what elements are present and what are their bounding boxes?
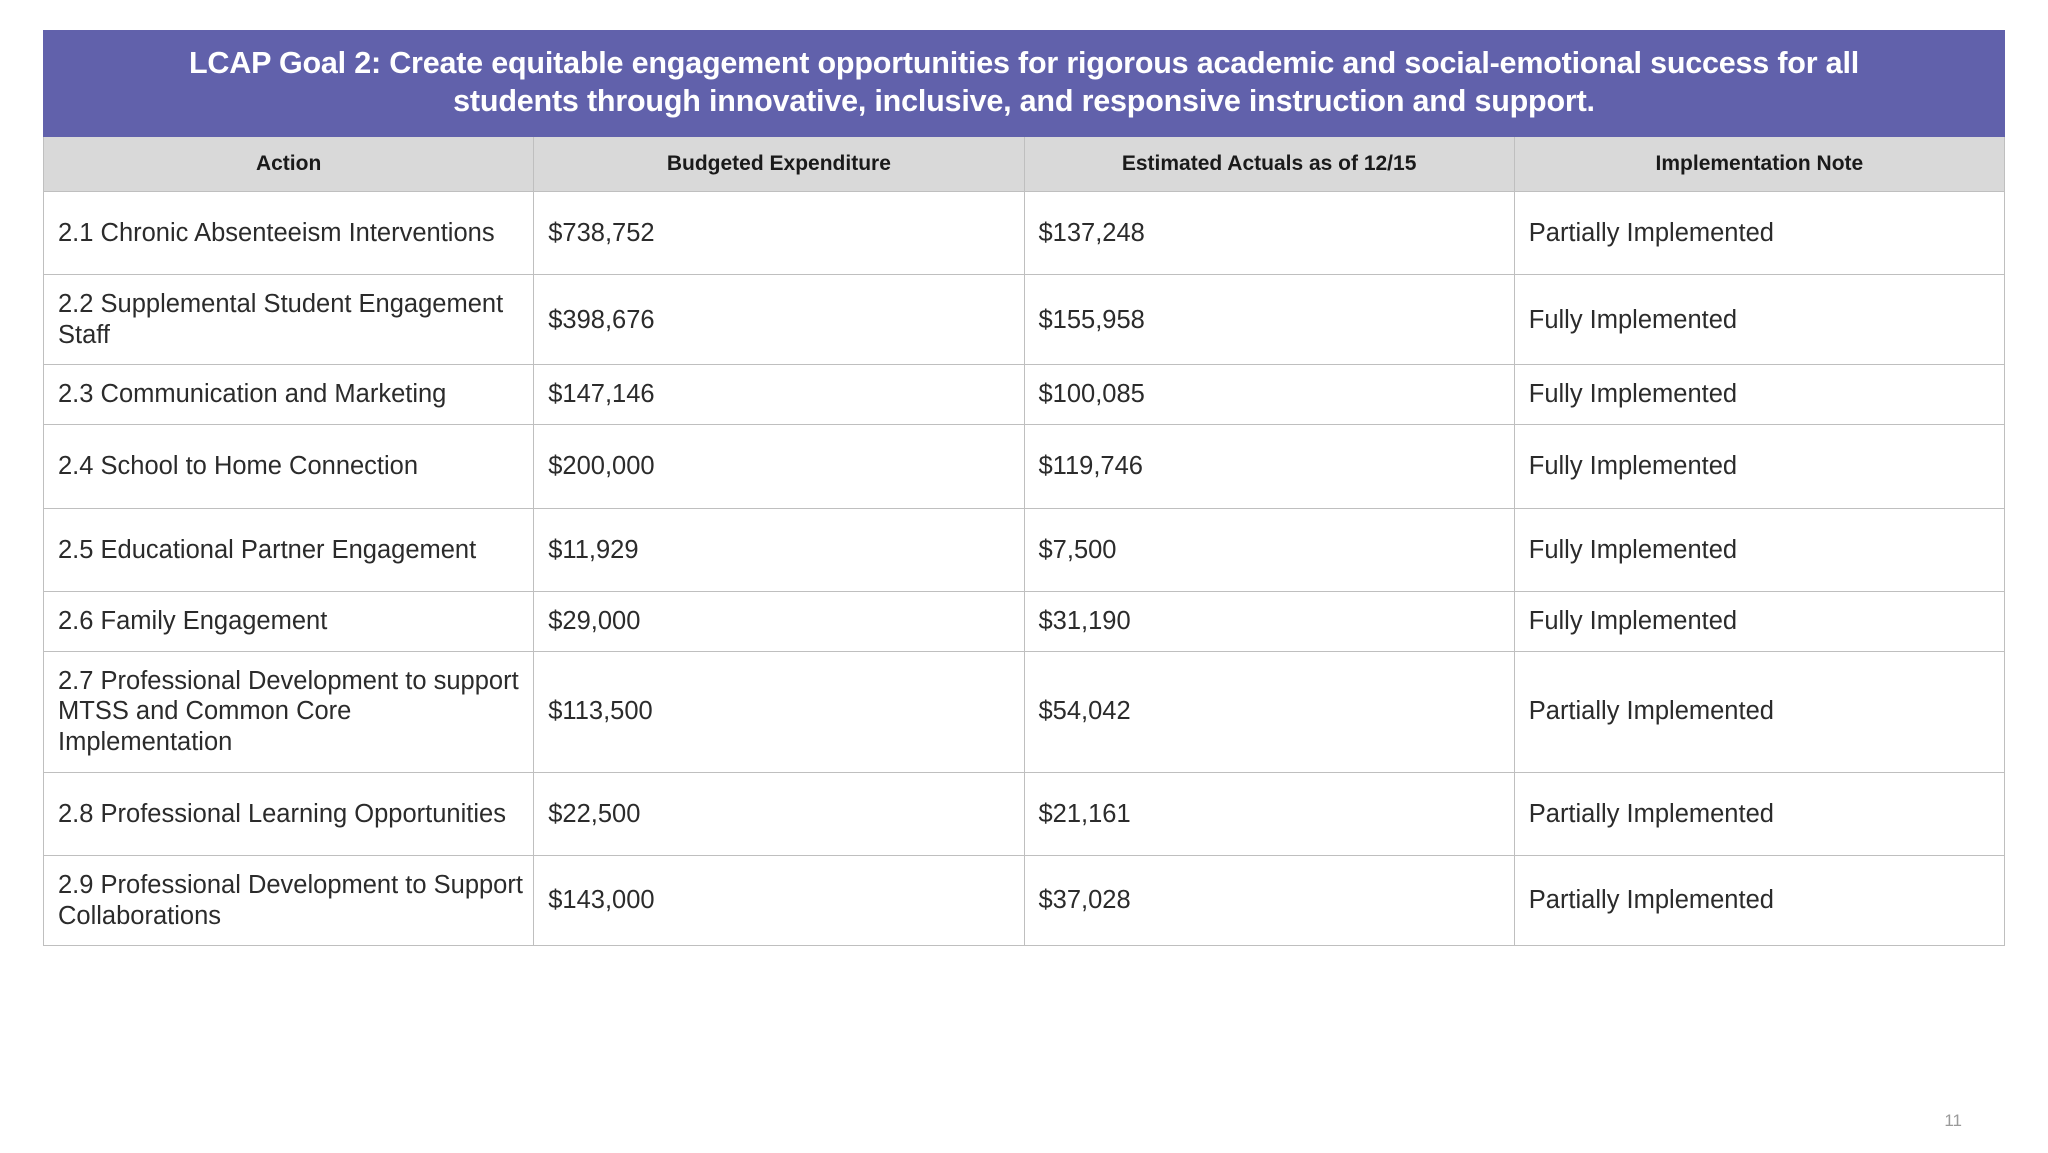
cell-action: 2.5 Educational Partner Engagement xyxy=(44,508,534,592)
table-row xyxy=(44,365,2005,425)
table-row xyxy=(44,508,2005,592)
cell-actual: $54,042 xyxy=(1024,651,1514,772)
cell-budget: $738,752 xyxy=(534,191,1024,275)
cell-action: 2.7 Professional Development to support MTSS and Common Core Implementation xyxy=(44,651,534,772)
cell-note: Fully Implemented xyxy=(1514,508,2004,592)
cell-actual: $31,190 xyxy=(1024,592,1514,652)
cell-budget: $147,146 xyxy=(534,365,1024,425)
cell-action: 2.6 Family Engagement xyxy=(44,592,534,652)
cell-budget: $113,500 xyxy=(534,651,1024,772)
cell-budget: $200,000 xyxy=(534,424,1024,508)
cell-note: Fully Implemented xyxy=(1514,365,2004,425)
cell-actual: $100,085 xyxy=(1024,365,1514,425)
column-header-row xyxy=(44,137,2005,192)
header-budgeted-expenditure: Budgeted Expenditure xyxy=(534,137,1024,192)
cell-note: Fully Implemented xyxy=(1514,592,2004,652)
cell-budget: $143,000 xyxy=(534,856,1024,946)
cell-budget: $22,500 xyxy=(534,772,1024,856)
cell-actual: $137,248 xyxy=(1024,191,1514,275)
lcap-table-container xyxy=(43,30,2005,946)
cell-actual: $7,500 xyxy=(1024,508,1514,592)
cell-actual: $37,028 xyxy=(1024,856,1514,946)
cell-action: 2.4 School to Home Connection xyxy=(44,424,534,508)
page-number: 11 xyxy=(1944,1111,1962,1130)
cell-budget: $398,676 xyxy=(534,275,1024,365)
cell-note: Fully Implemented xyxy=(1514,424,2004,508)
table-body xyxy=(44,191,2005,946)
table-row xyxy=(44,772,2005,856)
cell-action: 2.9 Professional Development to Support Collaborations xyxy=(44,856,534,946)
header-estimated-actuals: Estimated Actuals as of 12/15 xyxy=(1024,137,1514,192)
cell-note: Fully Implemented xyxy=(1514,275,2004,365)
table-row xyxy=(44,424,2005,508)
cell-action: 2.2 Supplemental Student Engagement Staff xyxy=(44,275,534,365)
table-row xyxy=(44,191,2005,275)
table-row xyxy=(44,651,2005,772)
cell-actual: $21,161 xyxy=(1024,772,1514,856)
cell-budget: $11,929 xyxy=(534,508,1024,592)
table-row xyxy=(44,592,2005,652)
cell-action: 2.8 Professional Learning Opportunities xyxy=(44,772,534,856)
cell-actual: $119,746 xyxy=(1024,424,1514,508)
cell-budget: $29,000 xyxy=(534,592,1024,652)
header-action: Action xyxy=(44,137,534,192)
goal-banner-row xyxy=(44,31,2005,137)
table-row xyxy=(44,856,2005,946)
goal-title: LCAP Goal 2: Create equitable engagement opportunities for rigorous academic and social-emotional success for all students through innovative, inclusive, and responsive instruction and support. xyxy=(44,31,2005,137)
cell-note: Partially Implemented xyxy=(1514,651,2004,772)
cell-note: Partially Implemented xyxy=(1514,191,2004,275)
cell-actual: $155,958 xyxy=(1024,275,1514,365)
lcap-goal-table xyxy=(43,30,2005,946)
header-implementation-note: Implementation Note xyxy=(1514,137,2004,192)
cell-note: Partially Implemented xyxy=(1514,856,2004,946)
cell-action: 2.1 Chronic Absenteeism Interventions xyxy=(44,191,534,275)
cell-action: 2.3 Communication and Marketing xyxy=(44,365,534,425)
cell-note: Partially Implemented xyxy=(1514,772,2004,856)
table-row xyxy=(44,275,2005,365)
